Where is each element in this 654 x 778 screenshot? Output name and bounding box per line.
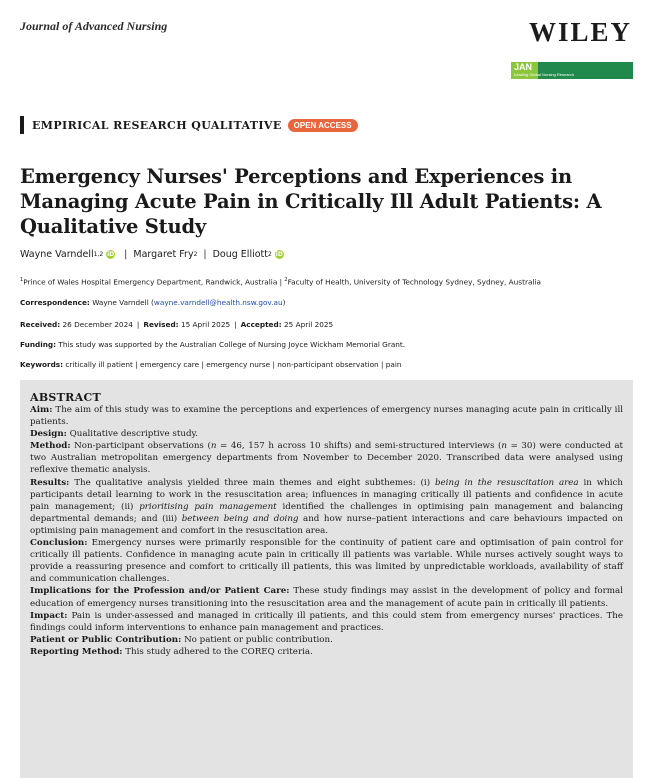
date-separator: | (136, 320, 140, 329)
orcid-icon[interactable]: iD (275, 251, 283, 258)
results-theme: prioritising pain management (139, 501, 277, 512)
aim-text: The aim of this study was to examine the perceptions and experiences of emergency nurses managing acute pain in critically ill patients. (30, 405, 623, 428)
design-text: Qualitative descriptive study. (69, 429, 199, 440)
impact-label: Impact: (30, 610, 68, 621)
author-name[interactable]: Margaret Fry (133, 249, 194, 260)
affil-sup: 1 (20, 277, 24, 283)
abstract-design (30, 428, 623, 440)
method-text: = 46, 157 h across 10 shifts) and semi-structured interviews ( (216, 441, 502, 452)
orcid-icon[interactable]: iD (107, 251, 115, 258)
results-text: and how nurse–patient interactions and care behaviours impacted on optimising pain management and comfort in the resuscitation area. (30, 513, 623, 536)
method-n: n (210, 441, 217, 452)
author-list (20, 249, 287, 260)
funding-text: This study was supported by the Australian College of Nursing Joyce Wickham Memorial Grant. (58, 340, 406, 349)
author-name[interactable]: Wayne Varndell (20, 249, 94, 260)
abstract-box (20, 380, 633, 778)
abstract-reporting (30, 646, 623, 658)
affil-separator: | (277, 277, 285, 287)
funding-label: Funding: (20, 340, 57, 349)
results-label: Results: (30, 477, 70, 488)
correspondence-line: Correspondence: Wayne Varndell (wayne.varndell@health.nsw.gov.au) (20, 298, 286, 307)
date-separator: | (234, 320, 237, 329)
jan-logo[interactable] (511, 62, 633, 79)
abstract-results (30, 477, 623, 537)
aim-label: Aim: (30, 405, 53, 415)
results-text: The qualitative analysis yielded three main themes and eight subthemes: (i) (74, 477, 435, 488)
correspondence-name: Wayne Varndell (92, 298, 149, 307)
author-affil-sup: 1,2 (93, 251, 104, 258)
funding-line (20, 340, 405, 349)
ppc-text: No patient or public contribution. (184, 634, 333, 645)
abstract-conclusion (30, 537, 623, 585)
author-separator: | (124, 249, 128, 260)
abstract-impact (30, 610, 623, 634)
affil-sup: 2 (284, 277, 288, 283)
keywords-text: critically ill patient | emergency care | emergency nurse | non-participant observation | pain (65, 360, 402, 369)
jan-logo-subtext: Leading Global Nursing Research (514, 72, 575, 77)
design-label: Design: (30, 429, 67, 440)
keywords-line (20, 360, 402, 369)
accepted-date: 25 April 2025 (283, 320, 334, 329)
received-date: 26 December 2024 (62, 320, 133, 329)
jan-logo-text: JAN (514, 62, 533, 72)
method-text: Non-participant observations ( (74, 441, 211, 452)
author-separator: | (203, 249, 207, 260)
received-label: Received: (20, 320, 61, 329)
reporting-text: This study adhered to the COREQ criteria. (125, 646, 313, 657)
abstract-heading: ABSTRACT (30, 391, 101, 404)
ppc-label: Patient or Public Contribution: (30, 634, 182, 645)
correspondence-email-link[interactable]: wayne.varndell@health.nsw.gov.au (153, 298, 283, 307)
accepted-label: Accepted: (240, 320, 282, 329)
method-label: Method: (30, 441, 71, 452)
article-type-text: EMPIRICAL RESEARCH QUALITATIVE (32, 118, 282, 132)
abstract-patient-contribution (30, 634, 623, 646)
revised-date: 15 April 2025 (180, 320, 231, 329)
affiliation-1: Prince of Wales Hospital Emergency Department, Randwick, Australia (23, 277, 278, 287)
abstract-aim (30, 404, 623, 428)
author-affil-sup: 2 (193, 251, 198, 258)
impact-text: Pain is under-assessed and managed in critically ill patients, and this could stem from emergency nurses' practices. The findings could inform interventions to enhance pain management and practices. (30, 610, 623, 633)
author-affil-sup: 2 (268, 251, 272, 258)
correspondence-label: Correspondence: (20, 298, 90, 307)
results-text: identified the challenges in optimising pain management and balancing departmental demands; and (iii) (30, 501, 623, 524)
implications-text: These study findings may assist in the development of policy and formal education of emergency nurses transitioning into the resuscitation area and the management of acute pain in critically ill patients. (30, 586, 624, 609)
abstract-implications (30, 585, 623, 609)
method-n: n (501, 441, 507, 452)
article-type-label (20, 116, 358, 134)
conclusion-label: Conclusion: (30, 538, 88, 549)
author-name[interactable]: Doug Elliott (212, 249, 268, 260)
results-theme: between being and doing (181, 513, 299, 524)
results-theme: being in the resuscitation area (434, 477, 579, 488)
open-access-badge: OPEN ACCESS (288, 119, 358, 132)
dates-line (20, 320, 333, 329)
abstract-method (30, 440, 623, 476)
revised-label: Revised: (143, 320, 179, 329)
keywords-label: Keywords: (20, 360, 64, 369)
affiliation-2: Faculty of Health, University of Technology Sydney, Sydney, Australia (287, 277, 541, 287)
publisher-logo[interactable]: WILEY (528, 17, 632, 47)
journal-name: Journal of Advanced Nursing (20, 19, 168, 33)
results-text: in which participants detail learning to work in the resuscitation area; influences in managing critically ill patients and confidence in acute pain management; (ii) (30, 477, 624, 512)
affiliations (20, 277, 541, 286)
conclusion-text: Emergency nurses were primarily responsible for the continuity of patient care and optimisation of pain control for critically ill patients. Confidence in managing acute pain in critically ill patients was variable. While nurses actively sought ways to provide a reassuring presence and comfort to critically ill patients, this was limited by unpredictable workloads, availability of staff and communication challenges. (30, 538, 623, 585)
article-title: Emergency Nurses' Perceptions and Experiences in Managing Acute Pain in Critically Ill Adult Patients: A Qualitative Study (20, 165, 602, 238)
implications-label: Implications for the Profession and/or Patient Care: (30, 586, 290, 597)
method-text: = 30) were conducted at two Australian metropolitan emergency departments from November to December 2020. Transcribed data were analysed using reflexive thematic analysis. (30, 441, 623, 476)
reporting-label: Reporting Method: (30, 646, 123, 657)
